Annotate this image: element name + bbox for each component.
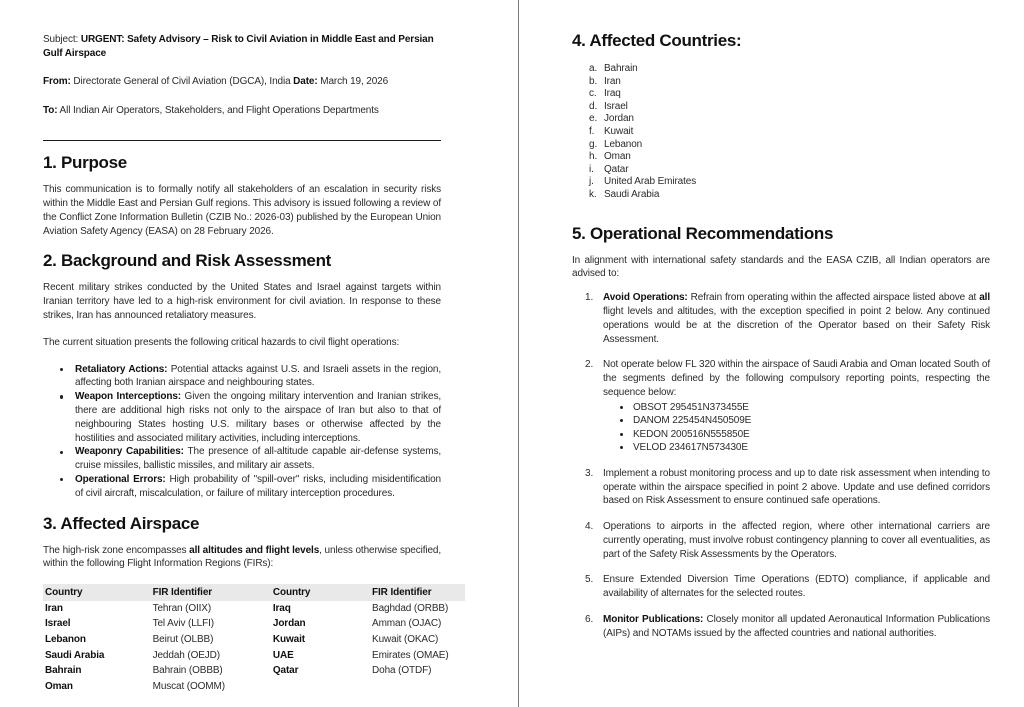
airspace-paragraph [43, 544, 441, 572]
subject-label: Subject: [43, 34, 81, 45]
rec-text: flight levels and altitudes, with the exception specified in point 2 below. Any continued operations would be at the discretion of the Operator based on their Safety Risk Assessment. [603, 305, 990, 345]
country-cell: UAE [272, 649, 294, 661]
reporting-point [620, 428, 990, 442]
fir-table-row [43, 648, 465, 664]
country-cell: Bahrain [45, 665, 82, 677]
from-line [43, 75, 441, 89]
country-cell: Iran [45, 602, 63, 614]
bullet-icon [60, 395, 63, 398]
header-separator-rule [43, 140, 441, 141]
fir-table-header: FIR Identifier [370, 584, 465, 601]
country-name: Israel [604, 100, 628, 112]
reporting-points-list [603, 401, 990, 455]
rec-marker: 2. [585, 359, 594, 371]
country-marker: g. [589, 138, 598, 150]
country-name: Bahrain [604, 63, 638, 74]
rec-marker: 3. [585, 467, 594, 479]
hazard-item [60, 445, 441, 473]
fir-cell: Doha (OTDF) [372, 665, 432, 677]
rec-body [603, 573, 990, 601]
hazard-text: The presence of all-altitude capable air-defense systems, cruise missiles, ballistic missiles, and military air assets. [75, 446, 441, 472]
recommendation-item [572, 573, 990, 601]
fir-cell: Tel Aviv (LLFI) [152, 618, 214, 630]
date-value: March 19, 2026 [317, 75, 389, 87]
background-paragraph-2: The current situation presents the following critical hazards to civil flight operations: [43, 336, 400, 348]
to-line [43, 104, 441, 118]
country-name: Jordan [604, 113, 634, 125]
date-label: Date: [293, 75, 318, 87]
fir-table-row [43, 664, 465, 680]
airspace-intro-bold: all altitudes and flight levels [189, 544, 320, 556]
rec-text: Not operate below FL 320 within the airspace of Saudi Arabia and Oman located South of the segments defined by the following compulsory reporting points, respecting the sequence below: [603, 359, 990, 398]
fir-cell: Kuwait (OKAC) [372, 634, 439, 646]
hazard-label: Operational Errors: [75, 473, 166, 485]
fir-table-row [43, 633, 465, 649]
rec-body [603, 520, 990, 561]
country-cell: Iraq [272, 602, 291, 614]
country-marker: j. [589, 176, 594, 188]
fir-table-row [43, 601, 465, 617]
hazard-text: Given the ongoing military intervention and Iranian strikes, there are additional high risks not only to the airspace of Iran but also to that of neighbouring States hosting U.S. military bases or otherwise affected by the hostilities and associated military activities, including interceptions. [75, 391, 441, 444]
reporting-point-text: KEDON 200516N555850E [633, 428, 750, 440]
fir-cell: Emirates (OMAE) [372, 649, 449, 661]
fir-table-row [43, 617, 465, 633]
from-label: From: [43, 75, 71, 87]
reporting-point [620, 441, 990, 455]
fir-table-header: FIR Identifier [151, 584, 271, 601]
country-name: Iraq [604, 88, 621, 100]
country-cell: Qatar [272, 665, 299, 677]
section-4-heading: 4. Affected Countries: [572, 31, 742, 50]
country-item [572, 176, 990, 189]
hazard-text: High probability of "spill-over" risks, including misidentification of civil aircraft, miscalculation, or failure of military interception procedures. [75, 473, 441, 499]
country-name: Lebanon [604, 138, 643, 150]
rec-body [603, 613, 990, 641]
rec-text: Refrain from operating within the affected airspace listed above at [687, 292, 980, 304]
country-marker: f. [589, 125, 595, 137]
fir-cell: Bahrain (OBBB) [152, 665, 223, 677]
country-cell: Jordan [272, 618, 306, 630]
recommendation-item [572, 520, 990, 561]
rec-text: Closely monitor all updated Aeronautical Information Publications (AIPs) and NOTAMs issued by the affected countries and national authorities. [603, 614, 990, 639]
fir-cell: Tehran (OIIX) [152, 602, 212, 614]
country-name: Iran [604, 75, 621, 87]
fir-table-header: Country [271, 584, 370, 601]
country-cell [271, 680, 370, 696]
to-value: All Indian Air Operators, Stakeholders, and Flight Operations Departments [57, 105, 379, 117]
country-name: Kuwait [604, 125, 634, 137]
to-label: To: [43, 105, 58, 117]
reporting-point-text: VELOD 234617N573430E [633, 442, 748, 454]
background-paragraph-1: Recent military strikes conducted by the United States and Israel against targets within Iranian territory have led to a high-risk environment for civil aviation. In response to these strikes, Iran has announced retaliatory measures. [43, 282, 441, 321]
country-item [572, 88, 990, 101]
country-item [572, 126, 990, 139]
bullet-icon [60, 368, 63, 371]
rec-marker: 6. [585, 614, 594, 626]
recommendation-item [572, 358, 990, 454]
rec-bold-word: all [979, 292, 990, 304]
section-5-heading: 5. Operational Recommendations [572, 223, 834, 243]
rec-label: Monitor Publications: [603, 614, 704, 626]
bullet-icon [620, 433, 623, 436]
country-marker: k. [589, 188, 597, 200]
section-1-heading: 1. Purpose [43, 153, 127, 173]
country-cell: Oman [45, 681, 73, 693]
country-item [572, 113, 990, 126]
bullet-icon [620, 446, 623, 449]
recommendation-list [572, 291, 990, 641]
hazard-label: Weaponry Capabilities: [75, 446, 184, 458]
fir-table-header: Country [43, 584, 151, 601]
bullet-icon [60, 478, 63, 481]
country-item [572, 189, 990, 202]
recommendations-intro: In alignment with international safety standards and the EASA CZIB, all Indian operators are advised to: [572, 254, 990, 280]
country-item [572, 164, 990, 177]
purpose-paragraph: This communication is to formally notify all stakeholders of an escalation in security risks within the Middle East and Persian Gulf regions. This advisory is issued following a review of the Conflict Zone Information Bulletin (CZIB No.: 2026-03) published by the European Union Aviation Safety Agency (EASA) on 28 February 2026. [43, 184, 441, 237]
hazard-item [60, 363, 441, 391]
fir-cell: Muscat (OOMM) [152, 681, 225, 693]
recommendation-item [572, 291, 990, 346]
rec-body [603, 467, 990, 508]
rec-body [603, 291, 990, 346]
country-cell: Saudi Arabia [45, 649, 105, 661]
fir-table [43, 584, 465, 695]
hazard-label: Retaliatory Actions: [75, 363, 168, 375]
fir-table-row [43, 680, 465, 696]
bullet-icon [620, 406, 623, 409]
rec-marker: 5. [585, 574, 594, 586]
country-marker: a. [589, 63, 598, 74]
section-2-heading: 2. Background and Risk Assessment [43, 251, 332, 271]
country-cell: Israel [45, 618, 71, 630]
country-name: Qatar [604, 163, 629, 175]
reporting-point [620, 414, 990, 428]
country-item [572, 151, 990, 164]
country-marker: i. [589, 163, 594, 175]
country-cell: Kuwait [272, 634, 305, 646]
bullet-icon [60, 451, 63, 454]
reporting-point-text: OBSOT 295451N373455E [633, 401, 749, 413]
subject-line [43, 33, 441, 61]
rec-label: Avoid Operations: [603, 292, 688, 304]
country-item [572, 101, 990, 114]
country-marker: h. [589, 151, 598, 163]
hazard-item [60, 473, 441, 501]
airspace-intro-2: , unless otherwise specified, within the following Flight Information Regions (FIRs): [43, 544, 441, 570]
country-item [572, 76, 990, 89]
country-name: Saudi Arabia [604, 188, 660, 200]
rec-text: Operations to airports in the affected region, where other international carriers are currently operating, must involve robust contingency planning to cover all eventualities, as part of the Safety Risk Assessments by the Operators. [603, 521, 990, 560]
bullet-icon [620, 419, 623, 422]
country-list [572, 63, 990, 202]
fir-cell [370, 680, 465, 696]
fir-table-header-row [43, 584, 465, 601]
fir-cell: Amman (OJAC) [372, 618, 442, 630]
section-3-heading: 3. Affected Airspace [43, 513, 200, 533]
recommendation-item [572, 467, 990, 508]
rec-body [603, 358, 990, 454]
reporting-point-text: DANOM 225454N450509E [633, 415, 752, 427]
country-marker: e. [589, 113, 598, 125]
country-marker: c. [589, 88, 597, 100]
country-name: United Arab Emirates [604, 176, 697, 188]
hazard-label: Weapon Interceptions: [75, 391, 181, 403]
from-value: Directorate General of Civil Aviation (DGCA), India [70, 75, 294, 87]
rec-marker: 1. [585, 292, 594, 304]
fir-cell: Baghdad (ORBB) [372, 602, 449, 614]
reporting-point [620, 401, 990, 415]
country-cell: Lebanon [45, 634, 86, 646]
country-marker: b. [589, 75, 598, 87]
country-name: Oman [604, 151, 631, 163]
hazard-item [60, 390, 441, 445]
airspace-intro-1: The high-risk zone encompasses [43, 544, 190, 556]
page-2 [519, 0, 1024, 707]
fir-cell: Jeddah (OEJD) [152, 649, 220, 661]
country-item [572, 139, 990, 152]
rec-text: Implement a robust monitoring process and up to date risk assessment when intending to operate within the airspace specified in point 2 above. Update and use defined corridors based on Risk Assessment to ensure continued safe operations. [603, 467, 990, 507]
country-marker: d. [589, 100, 598, 112]
fir-cell: Beirut (OLBB) [152, 634, 214, 646]
hazard-list [43, 363, 441, 501]
country-item [572, 63, 990, 76]
rec-marker: 4. [585, 521, 594, 533]
recommendation-item [572, 613, 990, 641]
rec-text: Ensure Extended Diversion Time Operations (EDTO) compliance, if applicable and availability of alternates for the selected routes. [603, 574, 990, 600]
hazard-text: Potential attacks against U.S. and Israeli assets in the region, affecting both Iranian airspace and neighbouring states. [75, 363, 441, 389]
subject-text: URGENT: Safety Advisory – Risk to Civil Aviation in Middle East and Persian Gulf Airspace [43, 34, 434, 59]
